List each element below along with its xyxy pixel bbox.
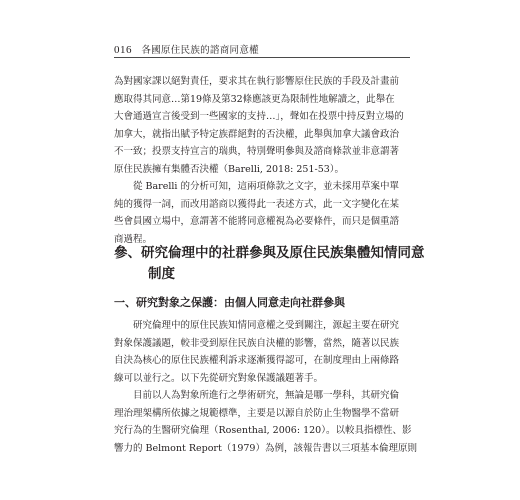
page-number: 016 xyxy=(114,44,132,56)
text-line: 響力的 Belmont Report（1979）為例，該報告書以三項基本倫理原則 xyxy=(114,442,417,454)
text-line: 純的獲得一詞，而改用諮商以獲得此一表述方式，此一文字變化在某 xyxy=(114,198,400,210)
section-heading xyxy=(114,243,434,285)
paragraph xyxy=(114,178,418,248)
paragraph xyxy=(114,317,418,387)
paragraph xyxy=(114,73,418,178)
text-line: 為對國家課以絕對責任，要求其在執行影響原住民族的手段及計畫前 xyxy=(114,76,400,87)
book-title: 各國原住民族的諮商同意權 xyxy=(141,45,259,56)
subsection-heading: 一、研究對象之保護：由個人同意走向社群參與 xyxy=(114,296,345,309)
header-rule xyxy=(114,57,410,58)
text-line: 商過程。 xyxy=(114,233,153,245)
text-line: 線可以並行之。以下先從研究對象保護議題著手。 xyxy=(114,372,324,384)
paragraph xyxy=(114,387,418,457)
text-line: 不一致；投票支持宣言的瑞典，特別聲明參與及諮商條款並非意謂著 xyxy=(114,146,400,157)
text-line: 自決為核心的原住民族權利訴求逐漸獲得認可，在制度理由上兩條路 xyxy=(114,355,400,366)
text-line: 從 Barelli 的分析可知，這兩項條款之文字，並未採用草案中單 xyxy=(133,181,399,192)
section-heading-line: 參、研究倫理中的社群參與及原住民族集體知情同意 xyxy=(114,245,425,261)
text-line: 大會通過宣言後受到一些國家的支持…」，聲如在投票中持反對立場的 xyxy=(114,111,404,122)
running-header xyxy=(114,42,259,56)
text-line: 些會員國立場中，意謂著不能將同意權視為必要條件，而只是個重諮 xyxy=(114,216,400,227)
section-heading-line: 制度 xyxy=(148,266,175,282)
text-line: 理治理架構所依據之規範標準，主要是以源自於防止生物醫學不當研 xyxy=(114,407,400,419)
text-line: 原住民族擁有集體否決權（Barelli, 2018: 251-53）。 xyxy=(114,163,345,175)
text-line: 目前以人為對象所進行之學術研究，無論是哪一學科，其研究倫 xyxy=(133,390,400,401)
text-line: 對象保護議題，較非受到原住民族自決權的影響，當然，隨著以民族 xyxy=(114,337,400,349)
text-line: 究行為的生醫研究倫理（Rosenthal, 2006: 120）。以較具指標性、影 xyxy=(114,425,412,436)
text-line: 研究倫理中的原住民族知情同意權之受到關注，源起主要在研究 xyxy=(133,320,400,331)
text-line: 應取得其同意…第19條及第32條應該更為限制性地解讀之，此舉在 xyxy=(114,93,395,105)
text-line: 加拿大，就指出賦予特定族群絕對的否決權，此舉與加拿大議會政治 xyxy=(114,128,400,140)
